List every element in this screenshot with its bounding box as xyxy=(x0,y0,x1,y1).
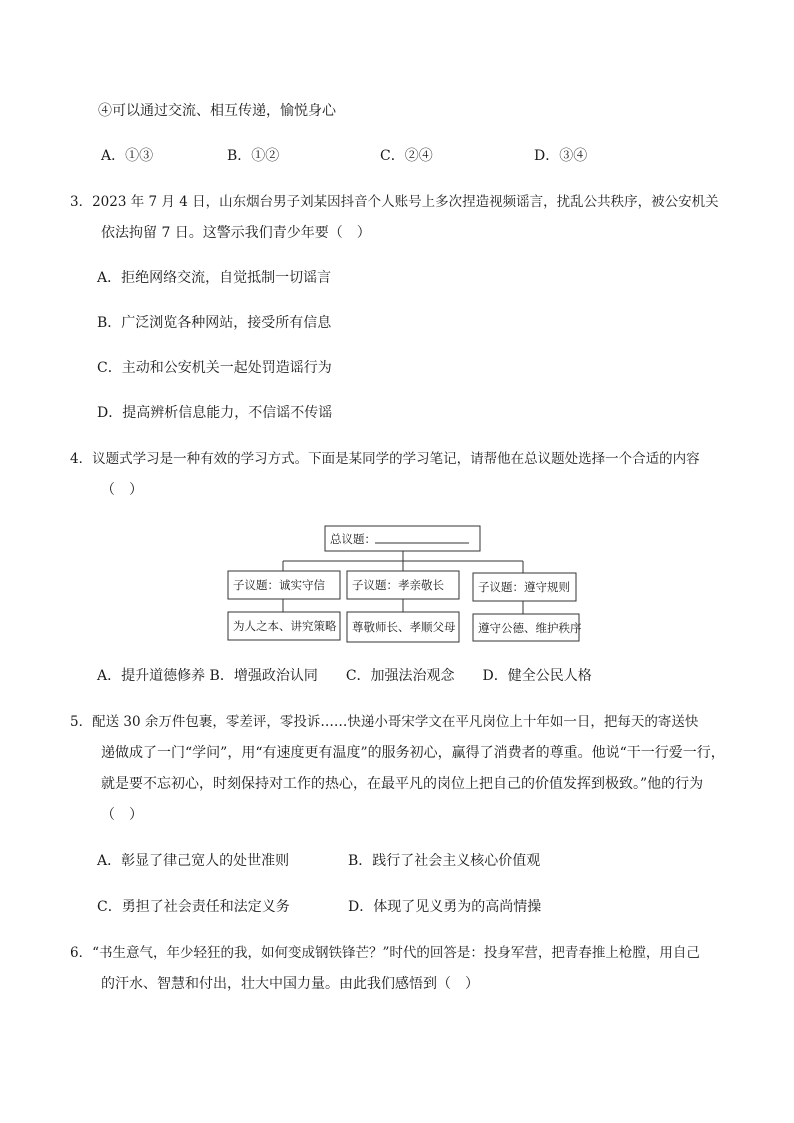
main-topic-box xyxy=(325,526,480,551)
subtopic-box-3 xyxy=(473,573,576,601)
q6-stem-line1: 6．“书生意气，年少轻狂的我，如何变成钢铁锋芒？”时代的回答是：投身军营，把青春推上枪膛，用自己 xyxy=(70,945,700,961)
leaf-box-2 xyxy=(347,612,459,642)
leaf-box-1 xyxy=(228,612,340,640)
q5-option-c[interactable]: C．勇担了社会责任和法定义务 xyxy=(97,899,290,915)
q2-option-c[interactable]: C．②④ xyxy=(380,148,433,164)
q5-stem-line1: 5．配送 30 余万件包裹，零差评，零投诉……快递小哥宋学文在平凡岗位上十年如一日，把每天的寄送快 xyxy=(70,714,699,730)
leaf-label-1: 为人之本、讲究策略 xyxy=(233,619,337,633)
q6-stem-line2: 的汗水、智慧和付出，壮大中国力量。由此我们感悟到（ ） xyxy=(101,976,479,992)
q2-statement-4: ④可以通过交流、相互传递，愉悦身心 xyxy=(98,103,336,119)
q3-option-c[interactable]: C．主动和公安机关一起处罚造谣行为 xyxy=(97,360,332,376)
q5-stem-line3: 就是要不忘初心，时刻保持对工作的热心，在最平凡的岗位上把自己的价值发挥到极致。”他的行为 xyxy=(101,776,704,792)
leaf-label-2: 尊敬师长、孝顺父母 xyxy=(352,620,456,634)
q3-option-a[interactable]: A．拒绝网络交流，自觉抵制一切谣言 xyxy=(97,270,332,286)
q5-option-a[interactable]: A．彰显了律己宽人的处世准则 xyxy=(97,853,290,869)
q2-option-b[interactable]: B．①② xyxy=(227,148,280,164)
subtopic-box-2 xyxy=(347,571,459,599)
q3-option-d[interactable]: D．提高辨析信息能力，不信谣不传谣 xyxy=(97,405,333,421)
q4-options[interactable]: A．提升道德修养 B．增强政治认同 C．加强法治观念 D．健全公民人格 xyxy=(97,668,592,684)
subtopic-label-1: 子议题：诚实守信 xyxy=(233,578,325,592)
q5-option-b[interactable]: B．践行了社会主义核心价值观 xyxy=(348,853,541,869)
q4-stem-line2: （ ） xyxy=(101,482,143,498)
main-topic-label: 总议题： xyxy=(330,532,376,546)
q4-stem-line1: 4．议题式学习是一种有效的学习方式。下面是某同学的学习笔记，请帮他在总议题处选择一个合适的内容 xyxy=(70,451,700,467)
subtopic-box-1 xyxy=(228,571,340,599)
q3-stem-line1: 3．2023 年 7 月 4 日，山东烟台男子刘某因抖音个人账号上多次捏造视频谣言，扰乱公共秩序，被公安机关 xyxy=(70,194,719,210)
q5-stem-line4: （ ） xyxy=(101,807,143,823)
leaf-label-3: 遵守公德、维护秩序 xyxy=(478,621,582,635)
q3-option-b[interactable]: B．广泛浏览各种网站，接受所有信息 xyxy=(97,315,332,331)
leaf-box-3 xyxy=(473,614,579,641)
q5-stem-line2: 递做成了一门“学问”，用“有速度更有温度”的服务初心，赢得了消费者的尊重。他说“干一行爱一行， xyxy=(101,745,725,761)
q2-option-d[interactable]: D．③④ xyxy=(534,148,588,164)
q2-option-a[interactable]: A．①③ xyxy=(101,148,154,164)
q3-stem-line2: 依法拘留 7 日。这警示我们青少年要（ ） xyxy=(101,225,371,241)
subtopic-label-3: 子议题：遵守规则 xyxy=(478,580,570,594)
subtopic-label-2: 子议题：孝亲敬长 xyxy=(352,578,444,592)
q5-option-d[interactable]: D．体现了见义勇为的高尚情操 xyxy=(348,899,542,915)
